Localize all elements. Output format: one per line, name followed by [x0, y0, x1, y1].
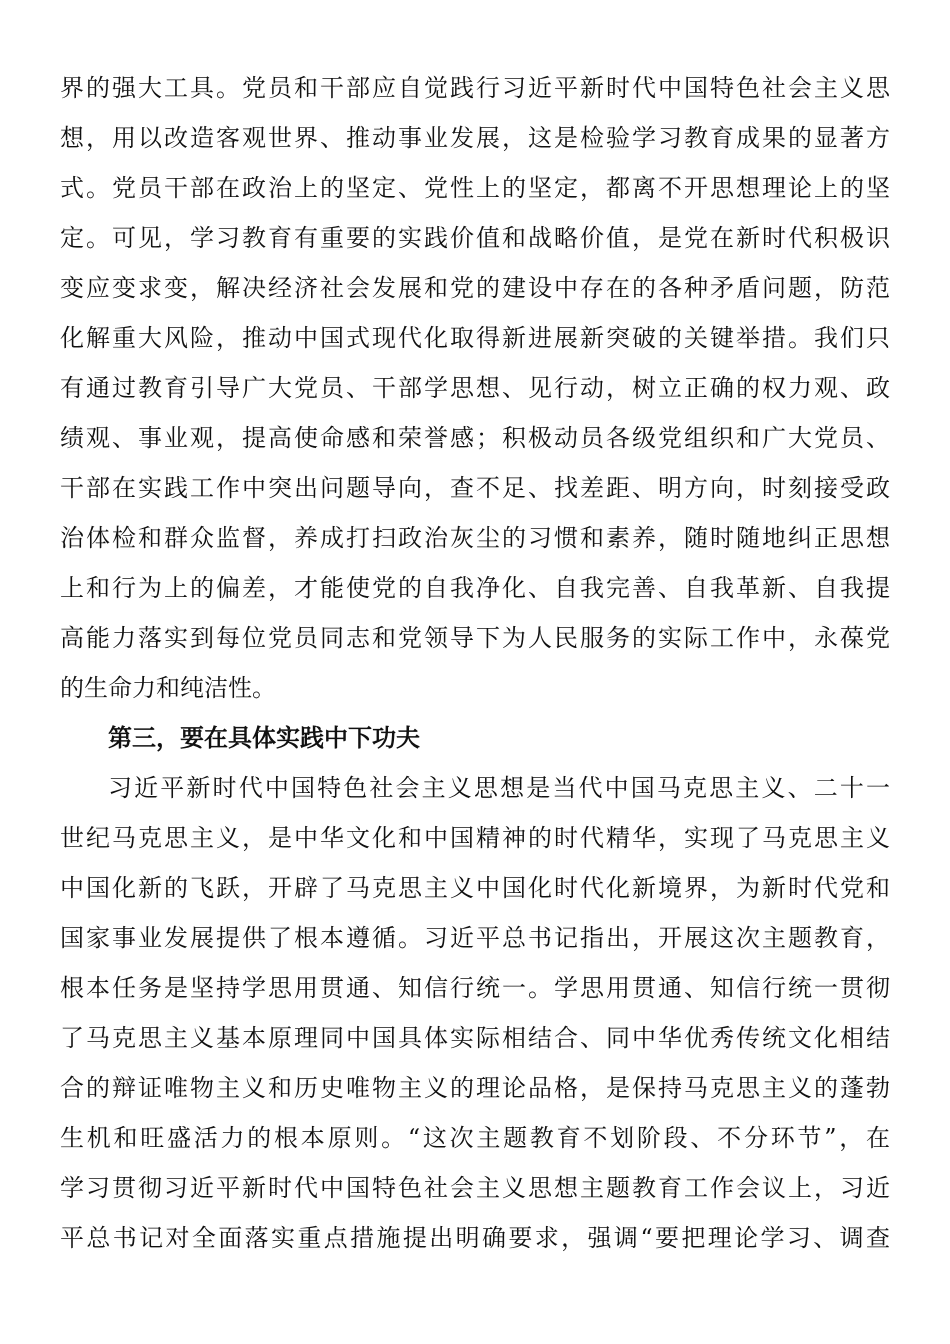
paragraph-1-line: 绩观、事业观，提高使命感和荣誉感；积极动员各级党组织和广大党员、 [60, 424, 890, 452]
paragraph-1-line: 界的强大工具。党员和干部应自觉践行习近平新时代中国特色社会主义思 [60, 74, 890, 102]
paragraph-2-line: 合的辩证唯物主义和历史唯物主义的理论品格，是保持马克思主义的蓬勃 [60, 1074, 890, 1102]
paragraph-2-line: 中国化新的飞跃，开辟了马克思主义中国化时代化新境界，为新时代党和 [60, 874, 890, 902]
paragraph-2-line: 生机和旺盛活力的根本原则。“这次主题教育不划阶段、不分环节”，在 [60, 1124, 890, 1152]
paragraph-2-line: 平总书记对全面落实重点措施提出明确要求，强调“要把理论学习、调查 [60, 1224, 890, 1252]
paragraph-2-line: 根本任务是坚持学思用贯通、知信行统一。学思用贯通、知信行统一贯彻 [60, 974, 890, 1002]
paragraph-1-line: 式。党员干部在政治上的坚定、党性上的坚定，都离不开思想理论上的坚 [60, 174, 890, 202]
paragraph-1-line: 变应变求变，解决经济社会发展和党的建设中存在的各种矛盾问题，防范 [60, 274, 890, 302]
paragraph-2-line: 学习贯彻习近平新时代中国特色社会主义思想主题教育工作会议上，习近 [60, 1174, 890, 1202]
paragraph-1-line: 化解重大风险，推动中国式现代化取得新进展新突破的关键举措。我们只 [60, 324, 890, 352]
paragraph-2-line: 国家事业发展提供了根本遵循。习近平总书记指出，开展这次主题教育， [60, 924, 890, 952]
paragraph-2-line: 习近平新时代中国特色社会主义思想是当代中国马克思主义、二十一 [108, 774, 890, 802]
section-heading: 第三，要在具体实践中下功夫 [108, 724, 420, 752]
paragraph-1-line: 高能力落实到每位党员同志和党领导下为人民服务的实际工作中，永葆党 [60, 624, 890, 652]
paragraph-1-line: 想，用以改造客观世界、推动事业发展，这是检验学习教育成果的显著方 [60, 124, 890, 152]
paragraph-2-line: 了马克思主义基本原理同中国具体实际相结合、同中华优秀传统文化相结 [60, 1024, 890, 1052]
paragraph-1-line: 治体检和群众监督，养成打扫政治灰尘的习惯和素养，随时随地纠正思想 [60, 524, 890, 552]
paragraph-1-line: 定。可见，学习教育有重要的实践价值和战略价值，是党在新时代积极识 [60, 224, 890, 252]
paragraph-2-line: 世纪马克思主义，是中华文化和中国精神的时代精华，实现了马克思主义 [60, 824, 890, 852]
paragraph-1-line: 的生命力和纯洁性。 [60, 674, 276, 702]
paragraph-1-line: 有通过教育引导广大党员、干部学思想、见行动，树立正确的权力观、政 [60, 374, 890, 402]
paragraph-1-line: 上和行为上的偏差，才能使党的自我净化、自我完善、自我革新、自我提 [60, 574, 890, 602]
paragraph-1-line: 干部在实践工作中突出问题导向，查不足、找差距、明方向，时刻接受政 [60, 474, 890, 502]
